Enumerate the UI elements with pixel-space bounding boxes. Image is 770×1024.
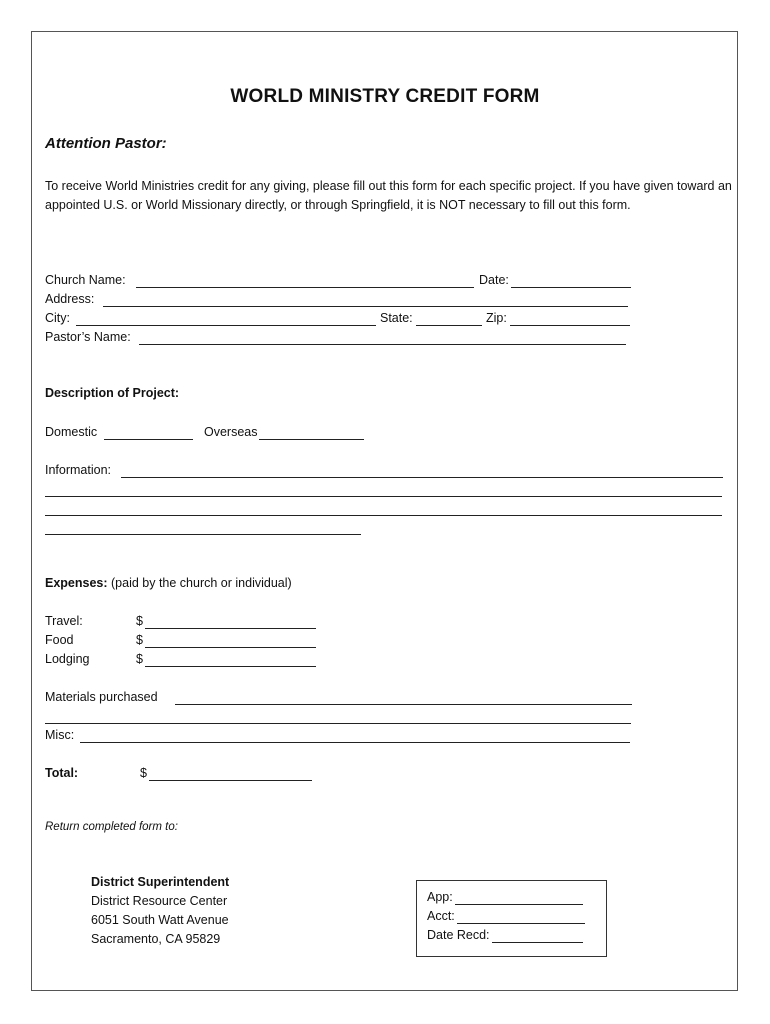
church-name-label: Church Name: <box>45 273 126 287</box>
information-line-2[interactable] <box>45 496 722 497</box>
attention-heading: Attention Pastor: <box>45 135 167 152</box>
travel-currency: $ <box>136 614 143 628</box>
date-recd-label: Date Recd: <box>427 928 490 942</box>
expenses-heading: Expenses: <box>45 576 108 590</box>
food-amount-field[interactable] <box>145 647 316 648</box>
misc-label: Misc: <box>45 728 75 742</box>
state-label: State: <box>380 311 413 325</box>
food-currency: $ <box>136 633 143 647</box>
return-name: District Superintendent <box>91 875 230 889</box>
zip-label: Zip: <box>486 311 507 325</box>
total-currency: $ <box>140 766 147 780</box>
project-heading: Description of Project: <box>45 386 180 400</box>
overseas-field[interactable] <box>259 439 364 440</box>
zip-field[interactable] <box>510 325 630 326</box>
form-title: WORLD MINISTRY CREDIT FORM <box>230 86 540 107</box>
materials-label: Materials purchased <box>45 690 158 704</box>
address-label: Address: <box>45 292 95 306</box>
acct-field[interactable] <box>457 923 585 924</box>
misc-field[interactable] <box>80 742 630 743</box>
church-name-field[interactable] <box>136 287 474 288</box>
overseas-label: Overseas <box>204 425 258 439</box>
state-field[interactable] <box>416 325 482 326</box>
app-label: App: <box>427 890 453 904</box>
travel-label: Travel: <box>45 614 83 628</box>
address-field[interactable] <box>103 306 628 307</box>
return-address-line-3: Sacramento, CA 95829 <box>91 932 221 946</box>
expenses-header <box>45 576 292 590</box>
lodging-amount-field[interactable] <box>145 666 316 667</box>
date-field[interactable] <box>511 287 631 288</box>
total-label: Total: <box>45 766 79 780</box>
date-recd-field[interactable] <box>492 942 583 943</box>
return-address-line-2: 6051 South Watt Avenue <box>91 913 229 927</box>
information-line-4[interactable] <box>45 534 361 535</box>
return-address-line-1: District Resource Center <box>91 894 228 908</box>
domestic-label: Domestic <box>45 425 98 439</box>
materials-field[interactable] <box>175 704 632 705</box>
return-label: Return completed form to: <box>45 821 178 833</box>
information-field[interactable] <box>121 477 723 478</box>
form-page-border <box>31 31 738 991</box>
lodging-label: Lodging <box>45 652 90 666</box>
domestic-field[interactable] <box>104 439 193 440</box>
pastor-name-label: Pastor’s Name: <box>45 330 131 344</box>
materials-line-2[interactable] <box>45 723 631 724</box>
information-label: Information: <box>45 463 112 477</box>
app-field[interactable] <box>455 904 583 905</box>
city-label: City: <box>45 311 70 325</box>
total-amount-field[interactable] <box>149 780 312 781</box>
lodging-currency: $ <box>136 652 143 666</box>
intro-paragraph: To receive World Ministries credit for any giving, please fill out this form for each specific project. If you have given toward an appointed U.S. or World Missionary directly, or through Springfield, it is NOT necessary to fill out this form. <box>45 179 732 212</box>
pastor-name-field[interactable] <box>139 344 626 345</box>
information-line-3[interactable] <box>45 515 722 516</box>
food-label: Food <box>45 633 74 647</box>
date-label: Date: <box>479 273 509 287</box>
expenses-note: (paid by the church or individual) <box>111 576 292 590</box>
travel-amount-field[interactable] <box>145 628 316 629</box>
acct-label: Acct: <box>427 909 455 923</box>
city-field[interactable] <box>76 325 376 326</box>
